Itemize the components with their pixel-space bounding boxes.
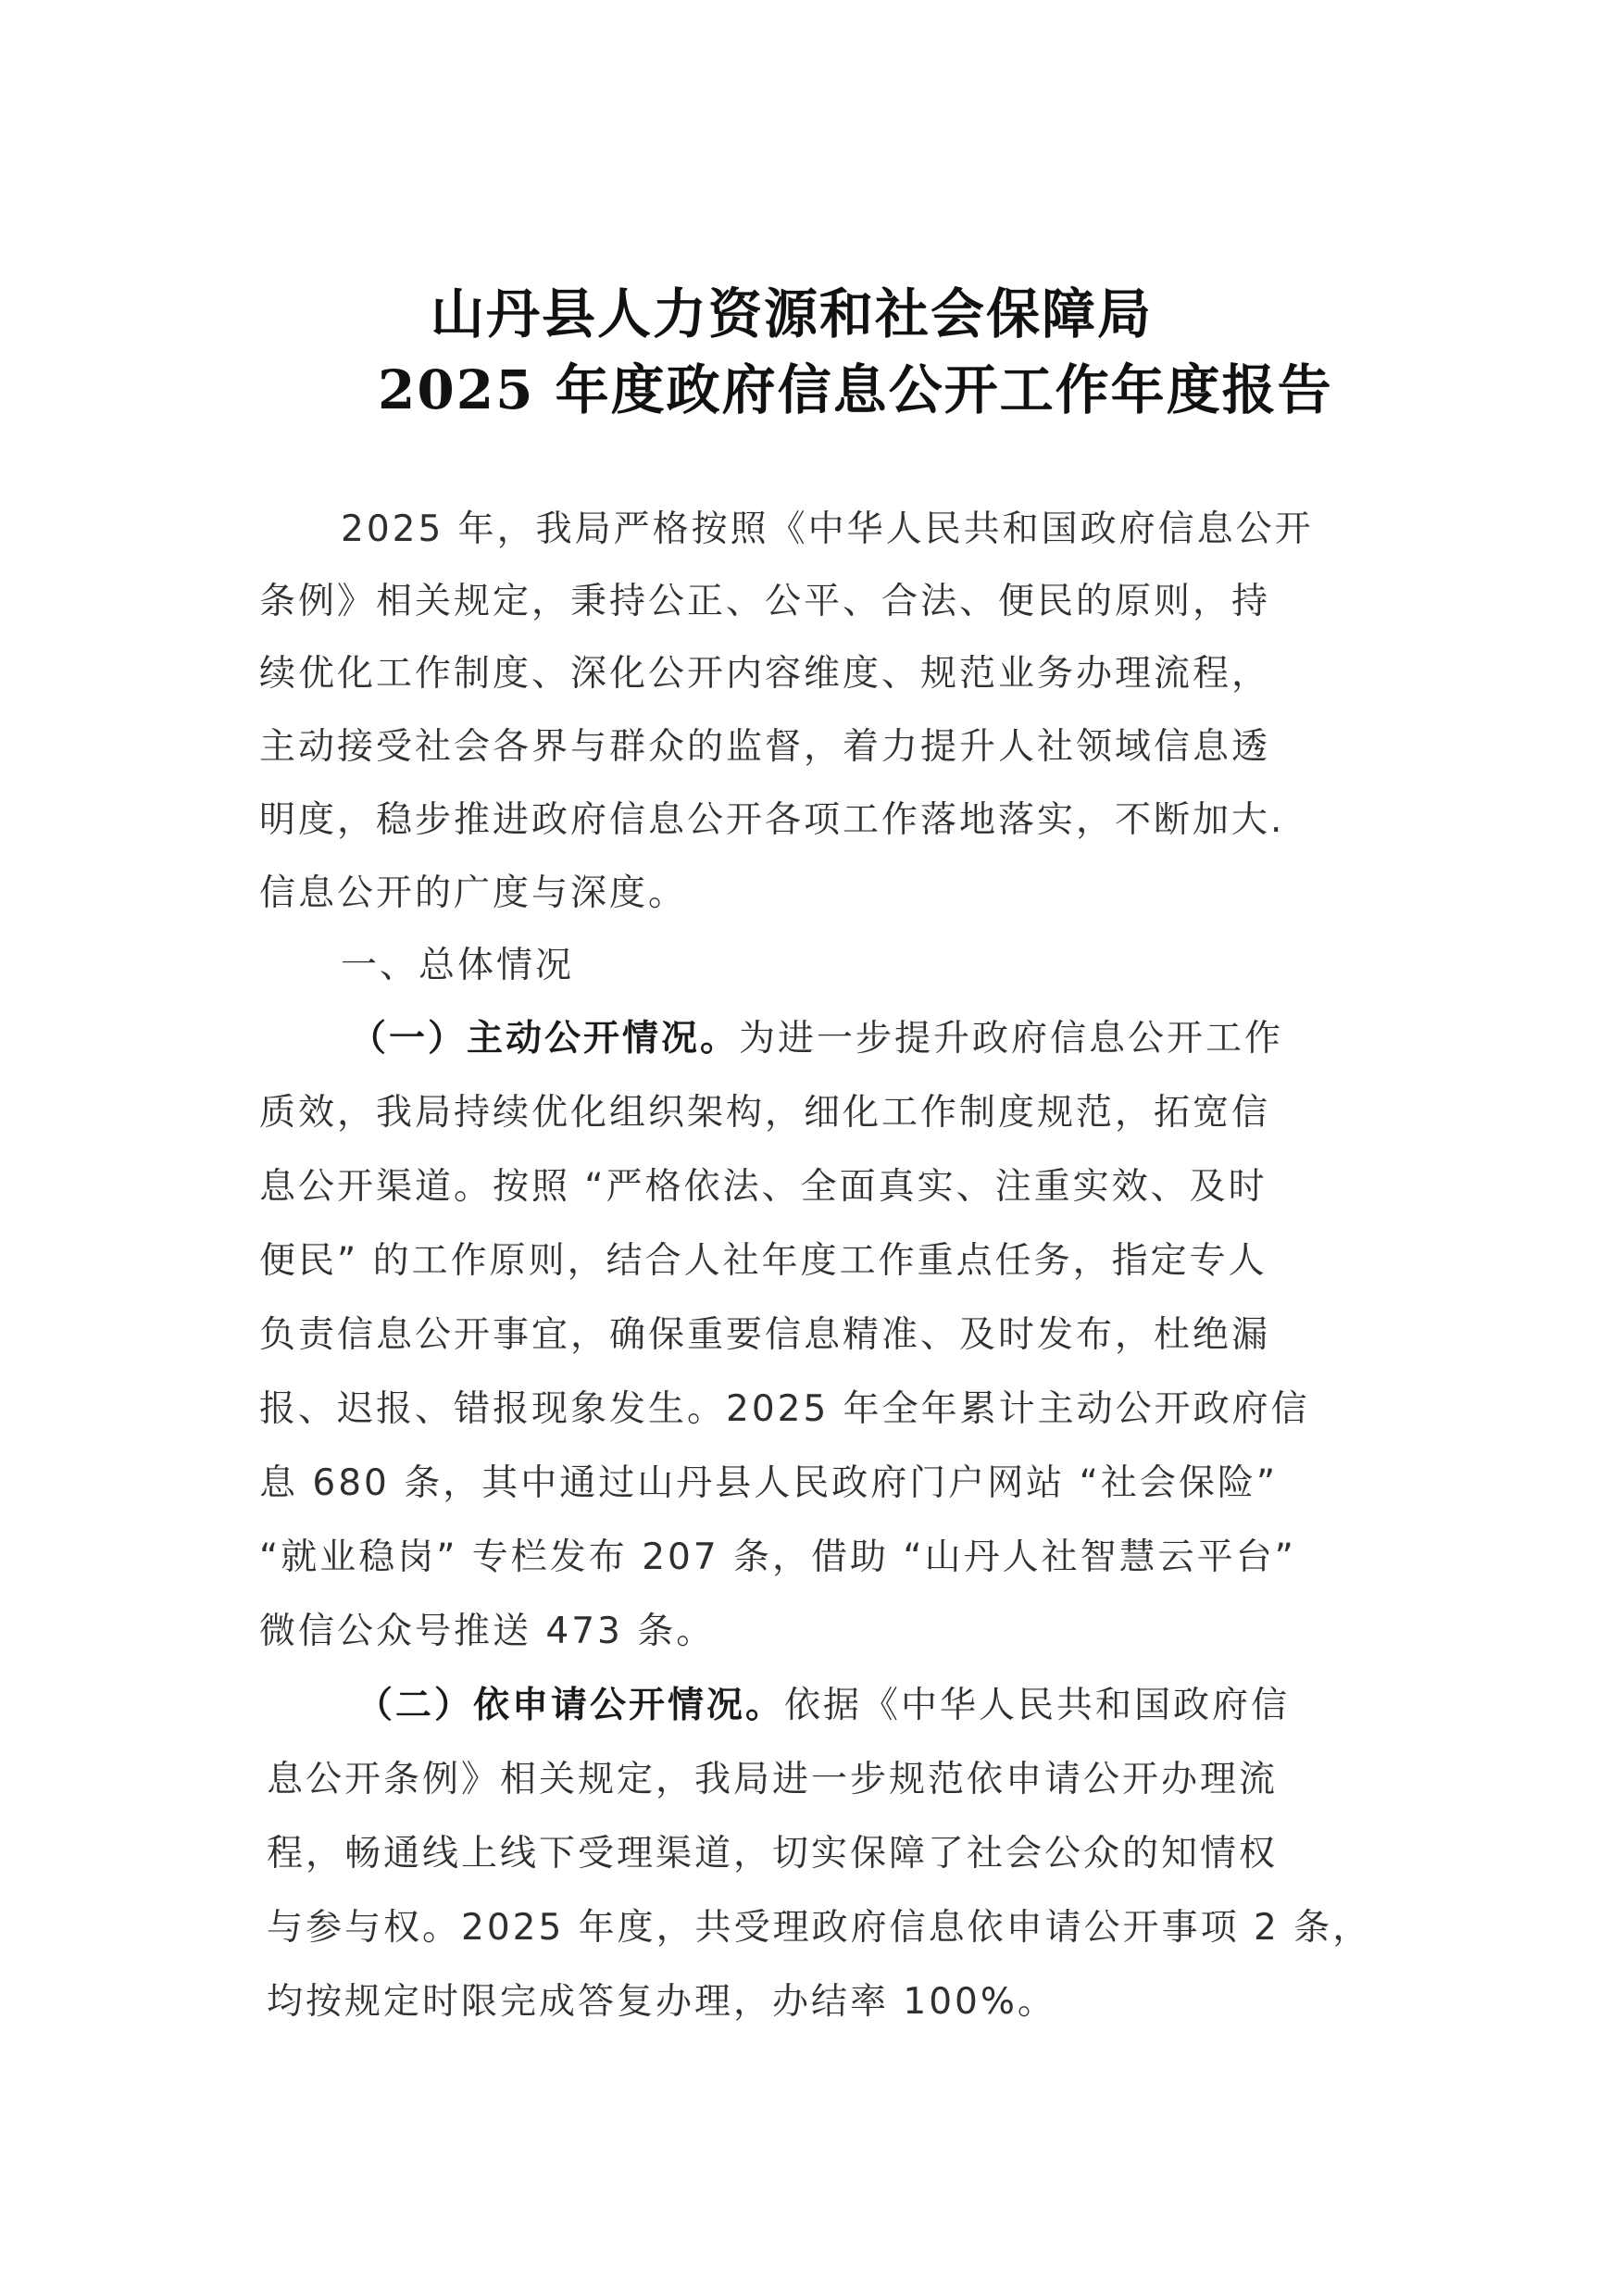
sub1-line-6: 报、迟报、错报现象发生。2025 年全年累计主动公开政府信 xyxy=(259,1388,1310,1430)
intro-line-3: 续优化工作制度、深化公开内容维度、规范业务办理流程， xyxy=(259,653,1271,695)
sub1-line-7: 息 680 条，其中通过山丹县人民政府门户网站 “社会保险” xyxy=(259,1462,1279,1504)
sub2-first-line xyxy=(356,1684,1290,1728)
intro-line-1: 2025 年，我局严格按照《中华人民共和国政府信息公开 xyxy=(341,508,1314,550)
sub1-line-3: 息公开渠道。按照 “严格依法、全面真实、注重实效、及时 xyxy=(259,1166,1268,1208)
sub1-first-line-text: 为进一步提升政府信息公开工作 xyxy=(739,1018,1284,1060)
sub2-line-5: 均按规定时限完成答复办理，办结率 100%。 xyxy=(267,1981,1056,2023)
sub1-line-8: “就业稳岗” 专栏发布 207 条，借助 “山丹人社智慧云平台” xyxy=(259,1536,1296,1578)
intro-line-4: 主动接受社会各界与群众的监督，着力提升人社领域信息透 xyxy=(259,726,1271,768)
intro-line-2: 条例》相关规定，秉持公正、公平、合法、便民的原则，持 xyxy=(259,581,1271,622)
sub1-line-4: 便民” 的工作原则，结合人社年度工作重点任务，指定专人 xyxy=(259,1240,1268,1282)
sub2-first-line-text: 依据《中华人民共和国政府信 xyxy=(784,1685,1291,1726)
sub1-line-9: 微信公众号推送 473 条。 xyxy=(259,1611,716,1652)
sub1-heading: （一）主动公开情况。 xyxy=(350,1018,740,1060)
report-title-line-1: 山丹县人力资源和社会保障局 xyxy=(431,282,1154,345)
sub2-line-2: 息公开条例》相关规定，我局进一步规范依申请公开办理流 xyxy=(267,1759,1279,1800)
sub1-line-5: 负责信息公开事宜，确保重要信息精准、及时发布，杜绝漏 xyxy=(259,1314,1271,1356)
sub2-line-3: 程，畅通线上线下受理渠道，切实保障了社会公众的知情权 xyxy=(267,1833,1279,1875)
sub2-heading: （二）依申请公开情况。 xyxy=(356,1685,785,1726)
report-title-line-2: 2025 年度政府信息公开工作年度报告 xyxy=(378,358,1333,421)
sub1-line-2: 质效，我局持续优化组织架构，细化工作制度规范，拓宽信 xyxy=(259,1092,1271,1134)
sub1-first-line xyxy=(350,1017,1283,1061)
section-heading-overview: 一、总体情况 xyxy=(341,945,575,986)
intro-line-5: 明度，稳步推进政府信息公开各项工作落地落实，不断加大. xyxy=(259,799,1285,841)
intro-line-6: 信息公开的广度与深度。 xyxy=(259,872,688,914)
sub2-line-4: 与参与权。2025 年度，共受理政府信息依申请公开事项 2 条， xyxy=(267,1907,1372,1949)
